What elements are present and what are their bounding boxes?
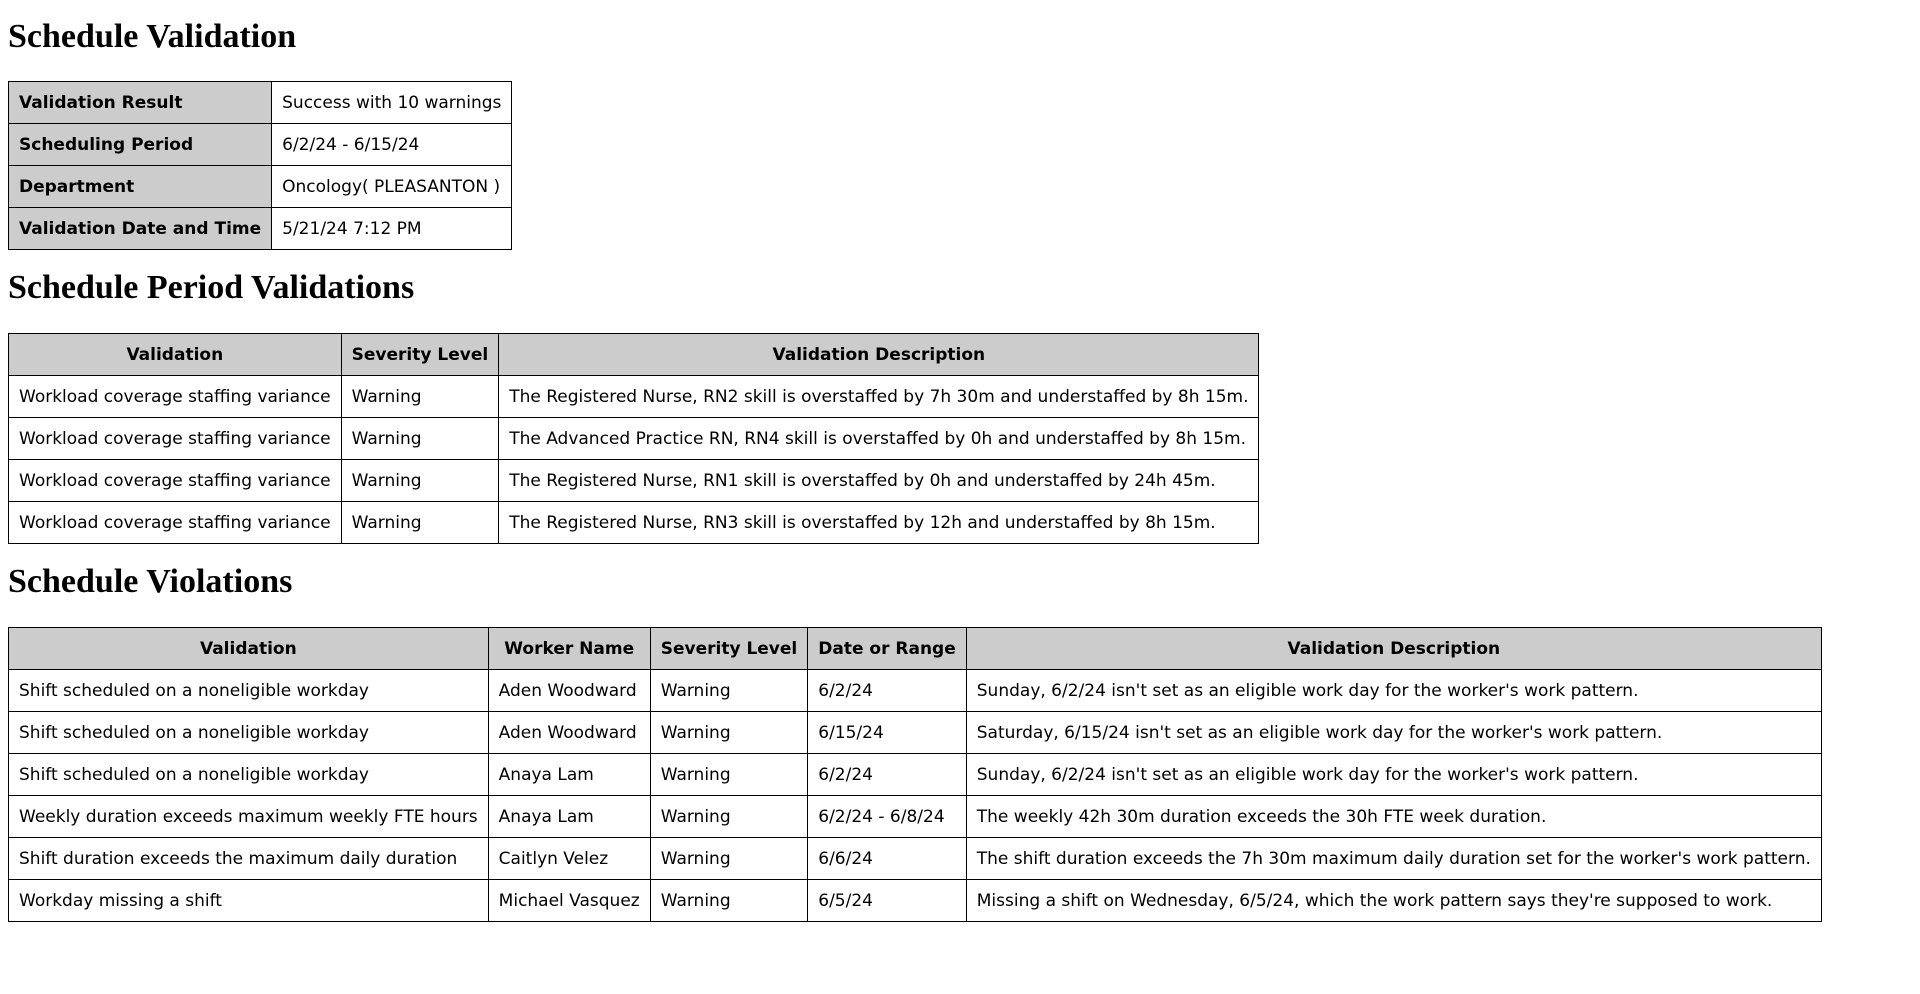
- severity-cell: Warning: [341, 460, 499, 502]
- description-cell: The Registered Nurse, RN2 skill is overstaffed by 7h 30m and understaffed by 8h 15m.: [499, 376, 1259, 418]
- table-row: [9, 376, 1259, 418]
- severity-cell: Warning: [341, 418, 499, 460]
- summary-value: Success with 10 warnings: [272, 82, 512, 124]
- validation-summary-table: [8, 81, 512, 250]
- worker-cell: Caitlyn Velez: [488, 838, 650, 880]
- table-row: [9, 712, 1822, 754]
- summary-value: 6/2/24 - 6/15/24: [272, 124, 512, 166]
- description-cell: The Registered Nurse, RN3 skill is overstaffed by 12h and understaffed by 8h 15m.: [499, 502, 1259, 544]
- column-header: Worker Name: [488, 628, 650, 670]
- summary-row: [9, 166, 512, 208]
- description-cell: Sunday, 6/2/24 isn't set as an eligible work day for the worker's work pattern.: [966, 670, 1821, 712]
- table-header-row: [9, 628, 1822, 670]
- description-cell: The weekly 42h 30m duration exceeds the 30h FTE week duration.: [966, 796, 1821, 838]
- validation-cell: Shift scheduled on a noneligible workday: [9, 754, 489, 796]
- column-header: Severity Level: [341, 334, 499, 376]
- column-header: Validation: [9, 628, 489, 670]
- severity-cell: Warning: [650, 838, 808, 880]
- table-row: [9, 754, 1822, 796]
- summary-label: Validation Date and Time: [9, 208, 272, 250]
- description-cell: Sunday, 6/2/24 isn't set as an eligible work day for the worker's work pattern.: [966, 754, 1821, 796]
- period-validations-title: Schedule Period Validations: [8, 269, 415, 306]
- table-row: [9, 796, 1822, 838]
- summary-value: Oncology( PLEASANTON ): [272, 166, 512, 208]
- date-cell: 6/5/24: [808, 880, 967, 922]
- table-row: [9, 838, 1822, 880]
- severity-cell: Warning: [650, 670, 808, 712]
- validation-cell: Weekly duration exceeds maximum weekly FTE hours: [9, 796, 489, 838]
- worker-cell: Anaya Lam: [488, 754, 650, 796]
- severity-cell: Warning: [650, 796, 808, 838]
- summary-label: Scheduling Period: [9, 124, 272, 166]
- validation-cell: Workday missing a shift: [9, 880, 489, 922]
- schedule-violations-table: [8, 627, 1822, 922]
- severity-cell: Warning: [341, 376, 499, 418]
- severity-cell: Warning: [650, 754, 808, 796]
- table-row: [9, 460, 1259, 502]
- description-cell: Missing a shift on Wednesday, 6/5/24, which the work pattern says they're supposed to work.: [966, 880, 1821, 922]
- summary-value: 5/21/24 7:12 PM: [272, 208, 512, 250]
- description-cell: The shift duration exceeds the 7h 30m maximum daily duration set for the worker's work pattern.: [966, 838, 1821, 880]
- summary-label: Department: [9, 166, 272, 208]
- validation-cell: Shift scheduled on a noneligible workday: [9, 712, 489, 754]
- table-row: [9, 880, 1822, 922]
- date-cell: 6/2/24: [808, 670, 967, 712]
- description-cell: The Advanced Practice RN, RN4 skill is overstaffed by 0h and understaffed by 8h 15m.: [499, 418, 1259, 460]
- column-header: Date or Range: [808, 628, 967, 670]
- summary-row: [9, 124, 512, 166]
- description-cell: The Registered Nurse, RN1 skill is overstaffed by 0h and understaffed by 24h 45m.: [499, 460, 1259, 502]
- summary-row: [9, 82, 512, 124]
- date-cell: 6/6/24: [808, 838, 967, 880]
- column-header: Validation: [9, 334, 342, 376]
- severity-cell: Warning: [650, 712, 808, 754]
- validation-cell: Shift scheduled on a noneligible workday: [9, 670, 489, 712]
- worker-cell: Michael Vasquez: [488, 880, 650, 922]
- table-row: [9, 502, 1259, 544]
- violations-title: Schedule Violations: [8, 563, 293, 600]
- column-header: Severity Level: [650, 628, 808, 670]
- severity-cell: Warning: [650, 880, 808, 922]
- table-row: [9, 670, 1822, 712]
- table-row: [9, 418, 1259, 460]
- worker-cell: Aden Woodward: [488, 712, 650, 754]
- worker-cell: Aden Woodward: [488, 670, 650, 712]
- summary-row: [9, 208, 512, 250]
- date-cell: 6/15/24: [808, 712, 967, 754]
- page-title: Schedule Validation: [8, 18, 297, 55]
- validation-cell: Workload coverage staffing variance: [9, 376, 342, 418]
- validation-cell: Shift duration exceeds the maximum daily duration: [9, 838, 489, 880]
- validation-cell: Workload coverage staffing variance: [9, 502, 342, 544]
- date-cell: 6/2/24 - 6/8/24: [808, 796, 967, 838]
- severity-cell: Warning: [341, 502, 499, 544]
- table-header-row: [9, 334, 1259, 376]
- validation-cell: Workload coverage staffing variance: [9, 418, 342, 460]
- worker-cell: Anaya Lam: [488, 796, 650, 838]
- date-cell: 6/2/24: [808, 754, 967, 796]
- column-header: Validation Description: [966, 628, 1821, 670]
- description-cell: Saturday, 6/15/24 isn't set as an eligible work day for the worker's work pattern.: [966, 712, 1821, 754]
- column-header: Validation Description: [499, 334, 1259, 376]
- summary-label: Validation Result: [9, 82, 272, 124]
- validation-cell: Workload coverage staffing variance: [9, 460, 342, 502]
- period-validations-table: [8, 333, 1259, 544]
